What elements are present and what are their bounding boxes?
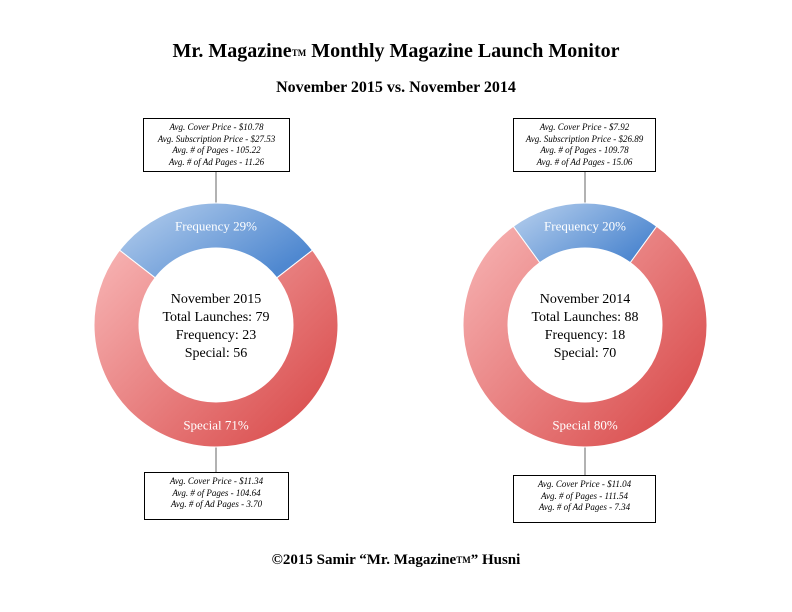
center-label-line: Total Launches: 88 xyxy=(531,310,639,325)
center-label-line: November 2015 xyxy=(170,292,262,307)
stat-line: Avg. Cover Price - $10.78 xyxy=(169,122,264,132)
stat-line: Avg. Cover Price - $11.34 xyxy=(169,476,264,486)
frequency-slice-label: Frequency 20% xyxy=(544,218,626,234)
stat-line: Avg. Cover Price - $7.92 xyxy=(539,122,630,132)
stat-line: Avg. Subscription Price - $27.53 xyxy=(157,133,276,144)
special-slice-label: Special 80% xyxy=(552,417,618,433)
frequency-slice-label: Frequency 29% xyxy=(175,218,257,234)
stat-line: Avg. Cover Price - $11.04 xyxy=(537,479,632,489)
frequency-stats-box-2014 xyxy=(513,118,656,172)
stat-line: Avg. Subscription Price - $26.89 xyxy=(525,133,644,144)
frequency-slice xyxy=(120,203,313,278)
center-label-line: November 2014 xyxy=(539,292,631,307)
special-stats-box-2015 xyxy=(144,472,289,520)
stat-line: Avg. # of Ad Pages - 3.70 xyxy=(170,499,263,509)
donut-chart-2015 xyxy=(94,172,338,472)
page-subtitle: November 2015 vs. November 2014 xyxy=(276,79,516,96)
stat-line: Avg. # of Pages - 105.22 xyxy=(172,145,261,155)
center-label-line: Frequency: 23 xyxy=(175,328,257,343)
center-label-line: Frequency: 18 xyxy=(544,328,626,343)
special-stats-box-2014 xyxy=(513,475,656,523)
stat-line: Avg. # of Pages - 109.78 xyxy=(540,145,629,155)
stat-line: Avg. # of Pages - 104.64 xyxy=(172,487,261,498)
stat-line: Avg. # of Ad Pages - 15.06 xyxy=(536,156,633,167)
center-label-line: Special: 56 xyxy=(184,346,248,361)
stat-line: Avg. # of Ad Pages - 11.26 xyxy=(168,156,265,167)
donut-chart-2014 xyxy=(463,172,707,475)
frequency-stats-box-2015 xyxy=(143,118,290,172)
page-title: Mr. MagazineTM Monthly Magazine Launch Monitor xyxy=(172,40,620,62)
stat-line: Avg. # of Ad Pages - 7.34 xyxy=(538,502,631,512)
copyright-footer: ©2015 Samir “Mr. MagazineTM” Husni xyxy=(271,552,521,568)
center-label-line: Special: 70 xyxy=(553,346,617,361)
stat-line: Avg. # of Pages - 111.54 xyxy=(541,490,628,501)
center-label-line: Total Launches: 79 xyxy=(162,310,270,325)
special-slice-label: Special 71% xyxy=(183,417,249,433)
